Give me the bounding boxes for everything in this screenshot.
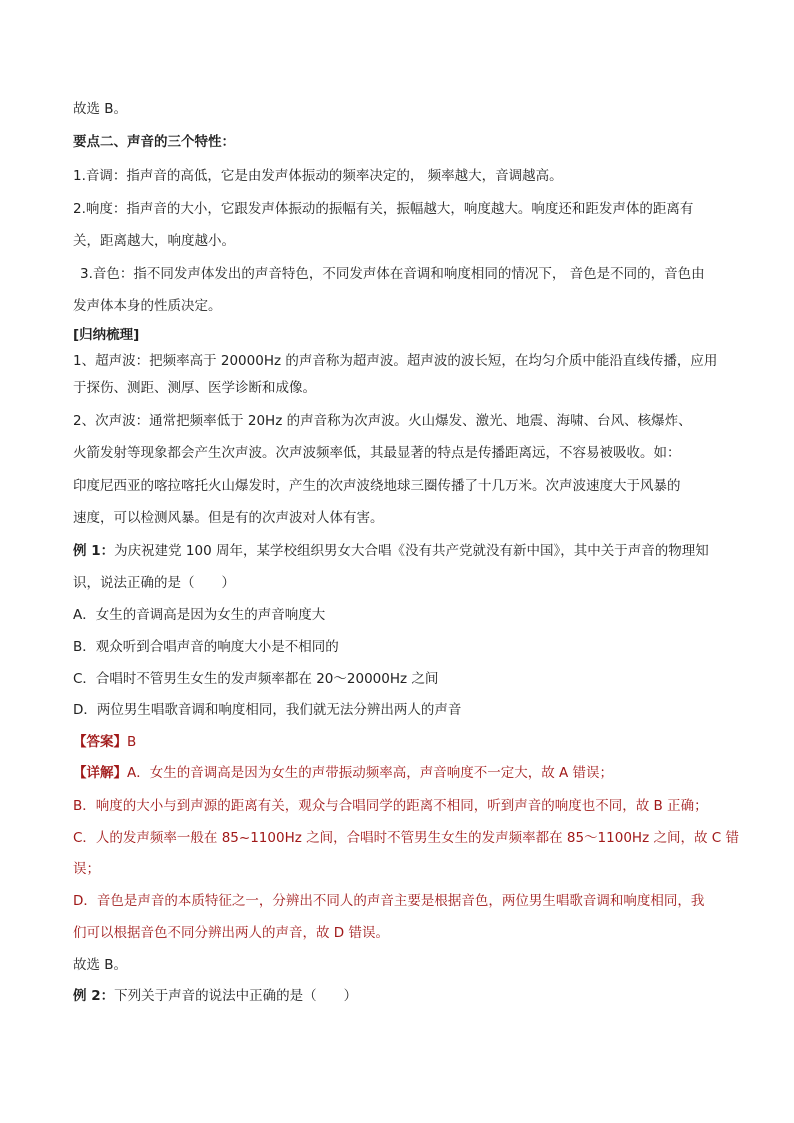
- infrasound-line1: [73, 411, 692, 431]
- option-a: [73, 605, 325, 625]
- explanation-label: 【详解】: [73, 765, 127, 781]
- ultrasound-text-cont: 于探伤、测距、测厚、医学诊断和成像。: [73, 380, 316, 396]
- infrasound-line2: [73, 443, 681, 463]
- answer-conclusion-prev: [73, 99, 127, 119]
- point-pitch: [73, 166, 563, 186]
- point-timbre-line1: [80, 264, 705, 284]
- point-pitch-text: 1.音调：指声音的高低，它是由发声体振动的频率决定的， 频率越大，音调越高。: [73, 168, 563, 184]
- answer-label: 【答案】: [73, 734, 127, 750]
- ultrasound-text: 1、超声波：把频率高于 20000Hz 的声音称为超声波。超声波的波长短，在均匀介质中能沿直线传播，应用: [73, 353, 718, 369]
- point-timbre-line2: [73, 296, 222, 316]
- example2-question: [73, 986, 357, 1006]
- explanation-a-text: A．女生的音调高是因为女生的声带振动频率高，声音响度不一定大，故 A 错误；: [127, 765, 614, 781]
- infrasound-text: 2、次声波：通常把频率低于 20Hz 的声音称为次声波。火山爆发、激光、地震、海啸、台风、核爆炸、: [73, 413, 692, 429]
- summary-heading: [73, 325, 139, 345]
- point-timbre-text-cont: 发声体本身的性质决定。: [73, 298, 222, 314]
- option-c: [73, 669, 438, 689]
- answer-value: B: [127, 734, 137, 750]
- option-c-text: C．合唱时不管男生女生的发声频率都在 20～20000Hz 之间: [73, 671, 439, 687]
- option-d: [73, 700, 461, 720]
- explanation-d-text-cont: 们可以根据音色不同分辨出两人的声音，故 D 错误。: [73, 925, 389, 941]
- explanation-line5: [73, 891, 704, 911]
- answer-conclusion: [73, 955, 127, 975]
- example1-question-text-cont: 识，说法正确的是（ ）: [73, 575, 235, 591]
- example1-question-line2: [73, 573, 235, 593]
- point-loudness-text-cont: 关，距离越大，响度越小。: [73, 233, 235, 249]
- example1-question-line1: [73, 541, 709, 561]
- example1-label: 例 1：: [73, 543, 115, 559]
- explanation-line6: [73, 923, 389, 943]
- conclusion-text-2: 故选 B。: [73, 957, 128, 973]
- option-b-text: B．观众听到合唱声音的响度大小是不相同的: [73, 639, 339, 655]
- conclusion-text: 故选 B。: [73, 101, 128, 117]
- answer-line: [73, 732, 136, 752]
- infrasound-text-cont2: 印度尼西亚的喀拉喀托火山爆发时，产生的次声波绕地球三圈传播了十几万米。次声波速度大于风暴的: [73, 478, 681, 494]
- point-timbre-text: 3.音色：指不同发声体发出的声音特色，不同发声体在音调和响度相同的情况下， 音色是不同的，音色由: [80, 266, 705, 282]
- point-loudness-line2: [73, 231, 235, 251]
- explanation-c-text-cont: 误；: [73, 861, 100, 877]
- option-b: [73, 637, 339, 657]
- section-heading: [73, 132, 235, 152]
- section-heading-text: 要点二、声音的三个特性：: [73, 134, 235, 150]
- infrasound-line4: [73, 508, 384, 528]
- explanation-line2: [73, 796, 708, 816]
- option-a-text: A．女生的音调高是因为女生的声音响度大: [73, 607, 326, 623]
- example1-question-text: 为庆祝建党 100 周年，某学校组织男女大合唱《没有共产党就没有新中国》，其中关于声音的物理知: [114, 543, 709, 559]
- infrasound-text-cont3: 速度，可以检测风暴。但是有的次声波对人体有害。: [73, 510, 384, 526]
- example2-question-text: 下列关于声音的说法中正确的是（ ）: [114, 988, 358, 1004]
- infrasound-line3: [73, 476, 681, 496]
- ultrasound-line2: [73, 378, 316, 398]
- ultrasound-line1: [73, 351, 717, 371]
- explanation-line4: [73, 859, 100, 879]
- infrasound-text-cont: 火箭发射等现象都会产生次声波。次声波频率低，其最显著的特点是传播距离远，不容易被吸收。如：: [73, 445, 681, 461]
- summary-heading-text: [归纳梳理]: [73, 327, 140, 343]
- point-loudness-line1: [73, 199, 693, 219]
- explanation-line3: [73, 828, 739, 848]
- explanation-line1: [73, 763, 613, 783]
- point-loudness-text: 2.响度：指声音的大小，它跟发声体振动的振幅有关，振幅越大，响度越大。响度还和距发声体的距离有: [73, 201, 694, 217]
- example2-label: 例 2：: [73, 988, 115, 1004]
- explanation-c-text: C．人的发声频率一般在 85~1100Hz 之间，合唱时不管男生女生的发声频率都在 85～1100Hz 之间，故 C 错: [73, 830, 739, 846]
- explanation-d-text: D．音色是声音的本质特征之一，分辨出不同人的声音主要是根据音色，两位男生唱歌音调和响度相同，我: [73, 893, 705, 909]
- explanation-b-text: B．响度的大小与到声源的距离有关，观众与合唱同学的距离不相同，听到声音的响度也不同，故 B 正确；: [73, 798, 708, 814]
- option-d-text: D．两位男生唱歌音调和响度相同，我们就无法分辨出两人的声音: [73, 702, 462, 718]
